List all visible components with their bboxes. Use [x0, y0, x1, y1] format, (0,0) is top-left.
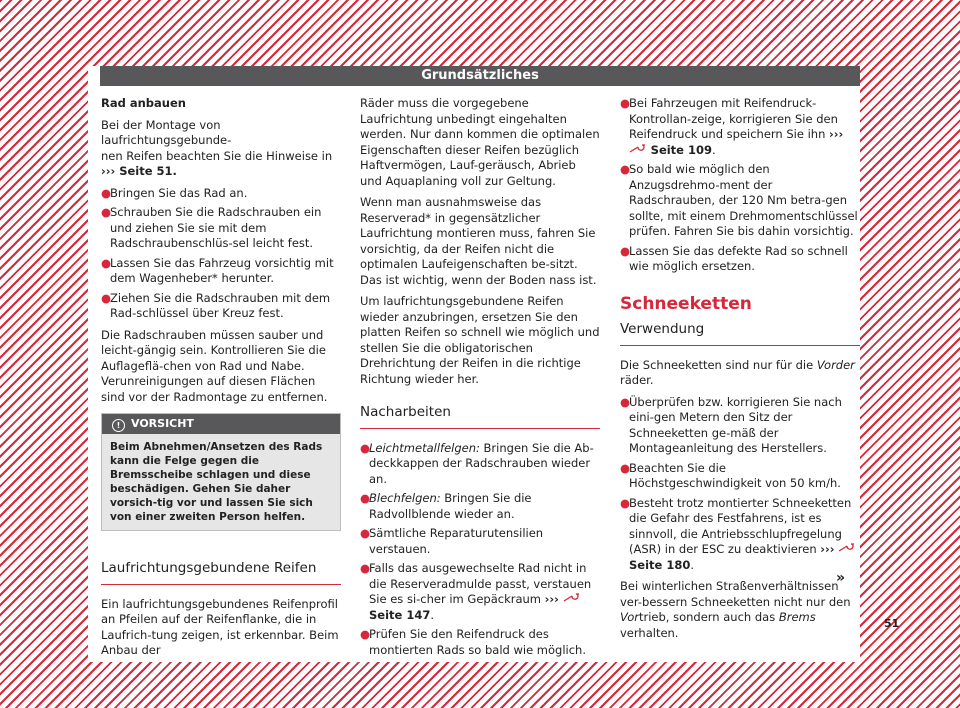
reference-arrows: ››› — [544, 592, 559, 606]
warning-text: Beim Abnehmen/Ansetzen des Rads kann die Felge gegen die Bremsscheibe schlagen und diese beschädigen. Gehen Sie daher vorsich-tig vor und lassen Sie sich von einer zweiten Person helfen. — [102, 434, 340, 530]
bullet-icon: ● — [620, 460, 631, 475]
list-item: ● Sämtliche Reparaturutensilien verstauen. — [360, 526, 544, 556]
bullet-icon: ● — [360, 561, 371, 575]
column-1 — [101, 96, 341, 665]
bullet-icon: ● — [101, 255, 112, 270]
page-header: Grundsätzliches — [100, 66, 860, 86]
list-item: ● Falls das ausgewechselte Rad nicht in die Reserveradmulde passt, verstauen Sie es si-cher im Gepäckraum ››› Seite 147. — [360, 561, 592, 622]
list-item: ● Besteht trotz montierter Schneeketten die Gefahr des Festfahrens, ist es sinnvoll, die Antriebsschlupfregelung (ASR) in der ESC zu deaktivieren ››› Seite 180. — [620, 496, 860, 574]
bullet-icon: ● — [360, 491, 371, 505]
paragraph: Die Schneeketten sind nur für die Vorder räder. — [620, 357, 855, 387]
section-heading: Nacharbeiten — [360, 405, 600, 429]
heading-rad-anbauen: Rad anbauen — [101, 96, 186, 110]
column-2 — [360, 96, 600, 662]
paragraph: Um laufrichtungsgebundene Reifen wieder anzubringen, ersetzen Sie den platten Reifen so schnell wie möglich und stellen Sie die obligatorischen Drehrichtung der Reifen in die richtige Richtung wieder her. — [360, 294, 600, 386]
bullet-icon: ● — [360, 526, 371, 540]
wrench-icon — [629, 144, 647, 154]
paragraph: Räder muss die vorgegebene Laufrichtung unbedingt eingehalten werden. Nur dann kommen die optimalen Eigenschaften dieser Reifen bezüglich Haftvermögen, Lauf-geräusch, Abrieb und Aquaplaning voll zur Geltung. — [360, 96, 600, 188]
bullet-icon: ● — [620, 394, 631, 409]
bullet-icon: ● — [101, 290, 112, 305]
paragraph: Bei der Montage von laufrichtungsgebunde- nen Reifen beachten Sie die Hinweise in ››› Seite 51. — [101, 117, 333, 178]
list-item: ● Überprüfen bzw. korrigieren Sie nach eini-gen Metern den Sitz der Schneeketten ge-mäß der Montageanleitung des Herstellers. — [620, 394, 842, 455]
paragraph: Bei winterlichen Straßenverhältnissen ver-bessern Schneeketten nicht nur den Vortrieb, sondern auch das Brems verhalten. — [620, 579, 851, 640]
list-item: ● Lassen Sie das Fahrzeug vorsichtig mit dem Wagenheber* herunter. — [101, 255, 334, 285]
wrench-icon — [838, 543, 856, 553]
list-item: ● Beachten Sie die Höchstgeschwindigkeit von 50 km/h. — [620, 460, 841, 490]
bullet-icon: ● — [620, 243, 631, 258]
list-item: ● Blechfelgen: Bringen Sie die Radvollblende wieder an. — [360, 491, 532, 521]
exclamation-icon: ! — [112, 419, 125, 432]
list-item: ● Lassen Sie das defekte Rad so schnell wie möglich ersetzen. — [620, 243, 848, 273]
page-reference-link[interactable]: Seite 180 — [629, 557, 691, 572]
list-item: ● Ziehen Sie die Radschrauben mit dem Rad-schlüssel über Kreuz fest. — [101, 290, 331, 320]
bullet-icon: ● — [620, 495, 631, 510]
page-reference-link[interactable]: Seite 109 — [650, 142, 712, 157]
bullet-icon: ● — [620, 162, 631, 176]
paragraph: Die Radschrauben müssen sauber und leicht-gängig sein. Kontrollieren Sie die Auflageflä-chen von Rad und Nabe. Verunreinigungen auf diesen Flächen sind vor der Radmontage zu entfernen. — [101, 327, 328, 404]
paragraph: Wenn man ausnahmsweise das Reserverad* in gegensätzlicher Laufrichtung montieren muss, fahren Sie vorsichtig, da der Reifen nicht die optimalen Laufeigenschaften be-sitzt. Das ist wichtig, wenn der Boden nass ist. — [360, 195, 597, 287]
continue-arrow: » — [836, 570, 846, 586]
list-item: ● Schrauben Sie die Radschrauben ein und ziehen Sie sie mit dem Radschraubenschlüs-sel leicht fest. — [101, 205, 322, 250]
list-item: ● Bei Fahrzeugen mit Reifendruck-Kontrollan-zeige, korrigieren Sie den Reifendruck und speichern Sie ihn ››› Seite 109. — [620, 96, 844, 157]
bullet-icon: ● — [360, 627, 371, 641]
warning-header: ! VORSICHT — [102, 414, 340, 434]
list-item: ● Leichtmetallfelgen: Bringen Sie die Ab-deckkappen der Radschrauben wieder an. — [360, 440, 594, 486]
reference-arrows: ››› — [820, 542, 835, 556]
page-reference-link[interactable]: ››› Seite 51. — [101, 164, 177, 178]
page-number: 51 — [884, 617, 900, 630]
list-item: ● Prüfen Sie den Reifendruck des montierten Rads so bald wie möglich. — [360, 627, 587, 657]
list-item: ● Bringen Sie das Rad an. — [101, 185, 248, 200]
chapter-title: Schneeketten — [620, 293, 752, 314]
wrench-icon — [563, 593, 581, 603]
bullet-icon: ● — [101, 205, 112, 219]
section-heading: Verwendung — [620, 322, 860, 346]
page-reference-link[interactable]: Seite 147 — [369, 607, 431, 622]
list-item: ● So bald wie möglich den Anzugsdrehmo-ment der Radschrauben, der 120 Nm betra-gen sollte, mit einem Drehmomentschlüssel prüfen. Fahren Sie bis dahin vorsichtig. — [620, 162, 858, 238]
column-3 — [620, 96, 860, 647]
paragraph: Ein laufrichtungsgebundenes Reifenprofil an Pfeilen auf der Reifenflanke, die in Laufrich-tung zeigen, ist erkennbar. Beim Anbau der — [101, 596, 339, 657]
warning-box — [101, 413, 341, 531]
bullet-icon: ● — [620, 96, 631, 110]
bullet-icon: ● — [101, 185, 112, 200]
bullet-icon: ● — [360, 440, 371, 455]
reference-arrows: ››› — [829, 127, 844, 141]
section-heading: Laufrichtungsgebundene Reifen — [101, 561, 341, 585]
